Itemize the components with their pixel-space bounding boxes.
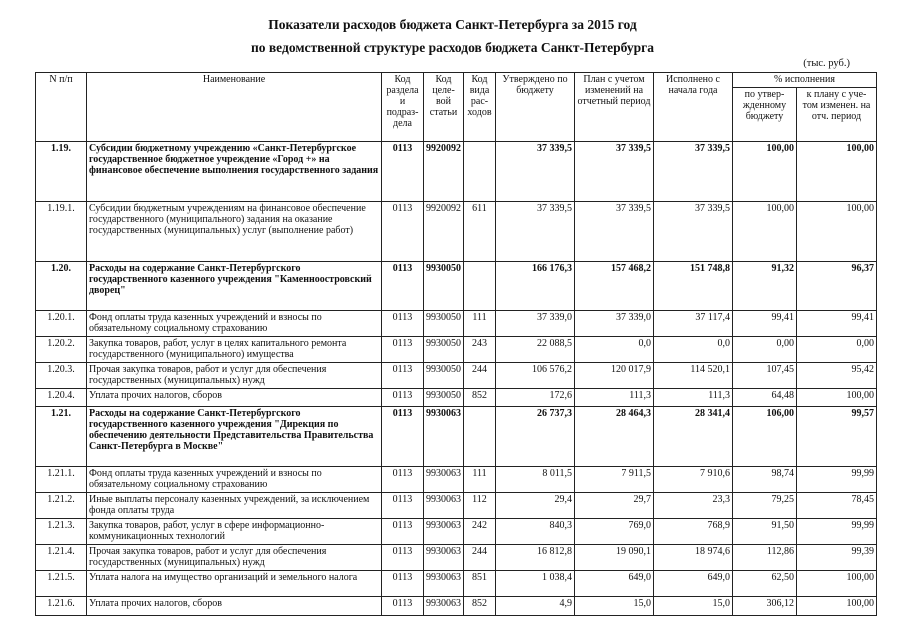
- row-section-code: 0113: [382, 597, 424, 616]
- row-approved: 1 038,4: [496, 571, 575, 597]
- row-kind-code: [464, 142, 496, 202]
- row-section-code: 0113: [382, 467, 424, 493]
- row-approved: 4,9: [496, 597, 575, 616]
- row-pct-budget: 99,41: [733, 311, 797, 337]
- row-section-code: 0113: [382, 519, 424, 545]
- row-executed: 114 520,1: [654, 363, 733, 389]
- row-executed: 23,3: [654, 493, 733, 519]
- row-number: 1.21.5.: [36, 571, 87, 597]
- row-section-code: 0113: [382, 337, 424, 363]
- row-number: 1.21.1.: [36, 467, 87, 493]
- row-name: Субсидии бюджетному учреждению «Санкт-Петербургское государственное бюджетное учреждение «Город +» на финансовое обеспечение выполнения государственного задания: [87, 142, 382, 202]
- budget-table: [35, 72, 877, 616]
- row-section-code: 0113: [382, 407, 424, 467]
- row-pct-budget: 91,50: [733, 519, 797, 545]
- row-name: Фонд оплаты труда казенных учреждений и взносы по обязательному социальному страхованию: [87, 467, 382, 493]
- row-pct-plan: 100,00: [797, 202, 877, 262]
- table-row: [36, 262, 877, 311]
- row-number: 1.21.: [36, 407, 87, 467]
- row-name: Иные выплаты персоналу казенных учреждений, за исключением фонда оплаты труда: [87, 493, 382, 519]
- row-pct-plan: 99,99: [797, 467, 877, 493]
- col-header-kind: Код вида рас-ходов: [464, 73, 496, 142]
- row-kind-code: 111: [464, 467, 496, 493]
- row-pct-budget: 64,48: [733, 389, 797, 407]
- row-kind-code: 243: [464, 337, 496, 363]
- row-target-code: 9930050: [424, 363, 464, 389]
- col-header-approved: Утверждено по бюджету: [496, 73, 575, 142]
- row-plan: 7 911,5: [575, 467, 654, 493]
- row-section-code: 0113: [382, 493, 424, 519]
- row-number: 1.21.6.: [36, 597, 87, 616]
- row-plan: 37 339,0: [575, 311, 654, 337]
- table-row: [36, 597, 877, 616]
- row-pct-budget: 112,86: [733, 545, 797, 571]
- row-section-code: 0113: [382, 571, 424, 597]
- row-section-code: 0113: [382, 311, 424, 337]
- row-kind-code: 244: [464, 545, 496, 571]
- row-pct-plan: 0,00: [797, 337, 877, 363]
- row-pct-plan: 95,42: [797, 363, 877, 389]
- table-row: [36, 519, 877, 545]
- col-header-pct-budget: по утвер-жденному бюджету: [733, 88, 797, 142]
- row-number: 1.21.4.: [36, 545, 87, 571]
- table-row: [36, 407, 877, 467]
- report-subtitle: по ведомственной структуре расходов бюджета Санкт-Петербурга: [250, 40, 655, 55]
- row-kind-code: 851: [464, 571, 496, 597]
- row-pct-plan: 100,00: [797, 571, 877, 597]
- row-pct-budget: 107,45: [733, 363, 797, 389]
- row-pct-budget: 100,00: [733, 142, 797, 202]
- row-section-code: 0113: [382, 142, 424, 202]
- row-approved: 37 339,5: [496, 202, 575, 262]
- row-name: Закупка товаров, работ, услуг в целях капитального ремонта государственного (муниципального) имущества: [87, 337, 382, 363]
- row-kind-code: 112: [464, 493, 496, 519]
- row-kind-code: 852: [464, 597, 496, 616]
- row-executed: 37 339,5: [654, 142, 733, 202]
- table-row: [36, 571, 877, 597]
- row-target-code: 9930050: [424, 262, 464, 311]
- row-executed: 37 339,5: [654, 202, 733, 262]
- col-header-num: N п/п: [36, 73, 87, 142]
- col-header-executed: Исполнено с начала года: [654, 73, 733, 142]
- row-approved: 840,3: [496, 519, 575, 545]
- row-plan: 19 090,1: [575, 545, 654, 571]
- row-approved: 26 737,3: [496, 407, 575, 467]
- row-target-code: 9930063: [424, 597, 464, 616]
- row-executed: 111,3: [654, 389, 733, 407]
- row-number: 1.19.1.: [36, 202, 87, 262]
- row-number: 1.19.: [36, 142, 87, 202]
- row-plan: 111,3: [575, 389, 654, 407]
- row-executed: 768,9: [654, 519, 733, 545]
- row-target-code: 9920092: [424, 142, 464, 202]
- row-pct-plan: 99,57: [797, 407, 877, 467]
- row-pct-budget: 79,25: [733, 493, 797, 519]
- row-pct-budget: 306,12: [733, 597, 797, 616]
- row-pct-plan: 99,39: [797, 545, 877, 571]
- row-target-code: 9930050: [424, 337, 464, 363]
- table-row: [36, 389, 877, 407]
- row-target-code: 9930063: [424, 571, 464, 597]
- row-approved: 166 176,3: [496, 262, 575, 311]
- row-executed: 37 117,4: [654, 311, 733, 337]
- col-header-pct-plan: к плану с уче-том изменен. на отч. период: [797, 88, 877, 142]
- table-row: [36, 493, 877, 519]
- row-target-code: 9930050: [424, 311, 464, 337]
- row-executed: 151 748,8: [654, 262, 733, 311]
- row-name: Уплата прочих налогов, сборов: [87, 597, 382, 616]
- row-pct-plan: 96,37: [797, 262, 877, 311]
- row-executed: 0,0: [654, 337, 733, 363]
- row-approved: 29,4: [496, 493, 575, 519]
- row-plan: 769,0: [575, 519, 654, 545]
- row-kind-code: [464, 262, 496, 311]
- col-header-target: Код целе-вой статьи: [424, 73, 464, 142]
- row-target-code: 9930063: [424, 493, 464, 519]
- row-target-code: 9930063: [424, 467, 464, 493]
- row-name: Расходы на содержание Санкт-Петербургского государственного казенного учреждения "Дирекция по обеспечению деятельности Представительства Правительства Санкт-Петербурга в Москве": [87, 407, 382, 467]
- row-plan: 28 464,3: [575, 407, 654, 467]
- row-name: Субсидии бюджетным учреждениям на финансовое обеспечение государственного (муниципального) задания на оказание государственных (муниципальных) услуг (выполнение работ): [87, 202, 382, 262]
- row-approved: 16 812,8: [496, 545, 575, 571]
- row-pct-plan: 100,00: [797, 389, 877, 407]
- row-kind-code: 111: [464, 311, 496, 337]
- row-executed: 15,0: [654, 597, 733, 616]
- row-executed: 7 910,6: [654, 467, 733, 493]
- row-section-code: 0113: [382, 202, 424, 262]
- table-row: [36, 545, 877, 571]
- table-body: [36, 142, 877, 616]
- row-target-code: 9930063: [424, 407, 464, 467]
- col-header-pct-group: % исполнения: [733, 73, 877, 88]
- row-number: 1.21.2.: [36, 493, 87, 519]
- row-name: Уплата прочих налогов, сборов: [87, 389, 382, 407]
- row-pct-budget: 106,00: [733, 407, 797, 467]
- row-approved: 172,6: [496, 389, 575, 407]
- row-pct-plan: 100,00: [797, 597, 877, 616]
- table-row: [36, 142, 877, 202]
- row-name: Закупка товаров, работ, услуг в сфере информационно-коммуникационных технологий: [87, 519, 382, 545]
- table-row: [36, 202, 877, 262]
- row-executed: 649,0: [654, 571, 733, 597]
- row-kind-code: 242: [464, 519, 496, 545]
- row-section-code: 0113: [382, 363, 424, 389]
- row-plan: 120 017,9: [575, 363, 654, 389]
- row-plan: 15,0: [575, 597, 654, 616]
- row-number: 1.20.: [36, 262, 87, 311]
- row-name: Прочая закупка товаров, работ и услуг для обеспечения государственных (муниципальных) нужд: [87, 363, 382, 389]
- table-row: [36, 467, 877, 493]
- row-plan: 29,7: [575, 493, 654, 519]
- row-name: Расходы на содержание Санкт-Петербургского государственного казенного учреждения "Каменноостровский дворец": [87, 262, 382, 311]
- table-row: [36, 337, 877, 363]
- row-plan: 649,0: [575, 571, 654, 597]
- row-approved: 106 576,2: [496, 363, 575, 389]
- row-pct-budget: 100,00: [733, 202, 797, 262]
- row-number: 1.21.3.: [36, 519, 87, 545]
- row-approved: 8 011,5: [496, 467, 575, 493]
- row-kind-code: 611: [464, 202, 496, 262]
- row-pct-budget: 91,32: [733, 262, 797, 311]
- row-plan: 37 339,5: [575, 142, 654, 202]
- row-section-code: 0113: [382, 389, 424, 407]
- report-title: Показатели расходов бюджета Санкт-Петербурга за 2015 год: [268, 17, 637, 32]
- table-row: [36, 363, 877, 389]
- table-row: [36, 311, 877, 337]
- row-pct-plan: 99,99: [797, 519, 877, 545]
- row-kind-code: [464, 407, 496, 467]
- row-executed: 28 341,4: [654, 407, 733, 467]
- row-section-code: 0113: [382, 262, 424, 311]
- row-pct-budget: 0,00: [733, 337, 797, 363]
- row-number: 1.20.1.: [36, 311, 87, 337]
- row-plan: 157 468,2: [575, 262, 654, 311]
- col-header-name: Наименование: [87, 73, 382, 142]
- row-approved: 22 088,5: [496, 337, 575, 363]
- row-name: Прочая закупка товаров, работ и услуг для обеспечения государственных (муниципальных) нужд: [87, 545, 382, 571]
- row-plan: 0,0: [575, 337, 654, 363]
- row-pct-budget: 62,50: [733, 571, 797, 597]
- row-plan: 37 339,5: [575, 202, 654, 262]
- row-number: 1.20.4.: [36, 389, 87, 407]
- row-target-code: 9930063: [424, 545, 464, 571]
- row-kind-code: 852: [464, 389, 496, 407]
- row-pct-plan: 99,41: [797, 311, 877, 337]
- row-kind-code: 244: [464, 363, 496, 389]
- row-pct-plan: 100,00: [797, 142, 877, 202]
- col-header-plan: План с учетом изменений на отчетный период: [575, 73, 654, 142]
- row-executed: 18 974,6: [654, 545, 733, 571]
- row-approved: 37 339,0: [496, 311, 575, 337]
- row-target-code: 9920092: [424, 202, 464, 262]
- row-number: 1.20.2.: [36, 337, 87, 363]
- row-number: 1.20.3.: [36, 363, 87, 389]
- row-name: Фонд оплаты труда казенных учреждений и взносы по обязательному социальному страхованию: [87, 311, 382, 337]
- row-section-code: 0113: [382, 545, 424, 571]
- units-label: (тыс. руб.): [803, 58, 850, 69]
- row-pct-plan: 78,45: [797, 493, 877, 519]
- col-header-section: Код раздела и подраз-дела: [382, 73, 424, 142]
- row-approved: 37 339,5: [496, 142, 575, 202]
- row-target-code: 9930050: [424, 389, 464, 407]
- row-name: Уплата налога на имущество организаций и земельного налога: [87, 571, 382, 597]
- row-pct-budget: 98,74: [733, 467, 797, 493]
- row-target-code: 9930063: [424, 519, 464, 545]
